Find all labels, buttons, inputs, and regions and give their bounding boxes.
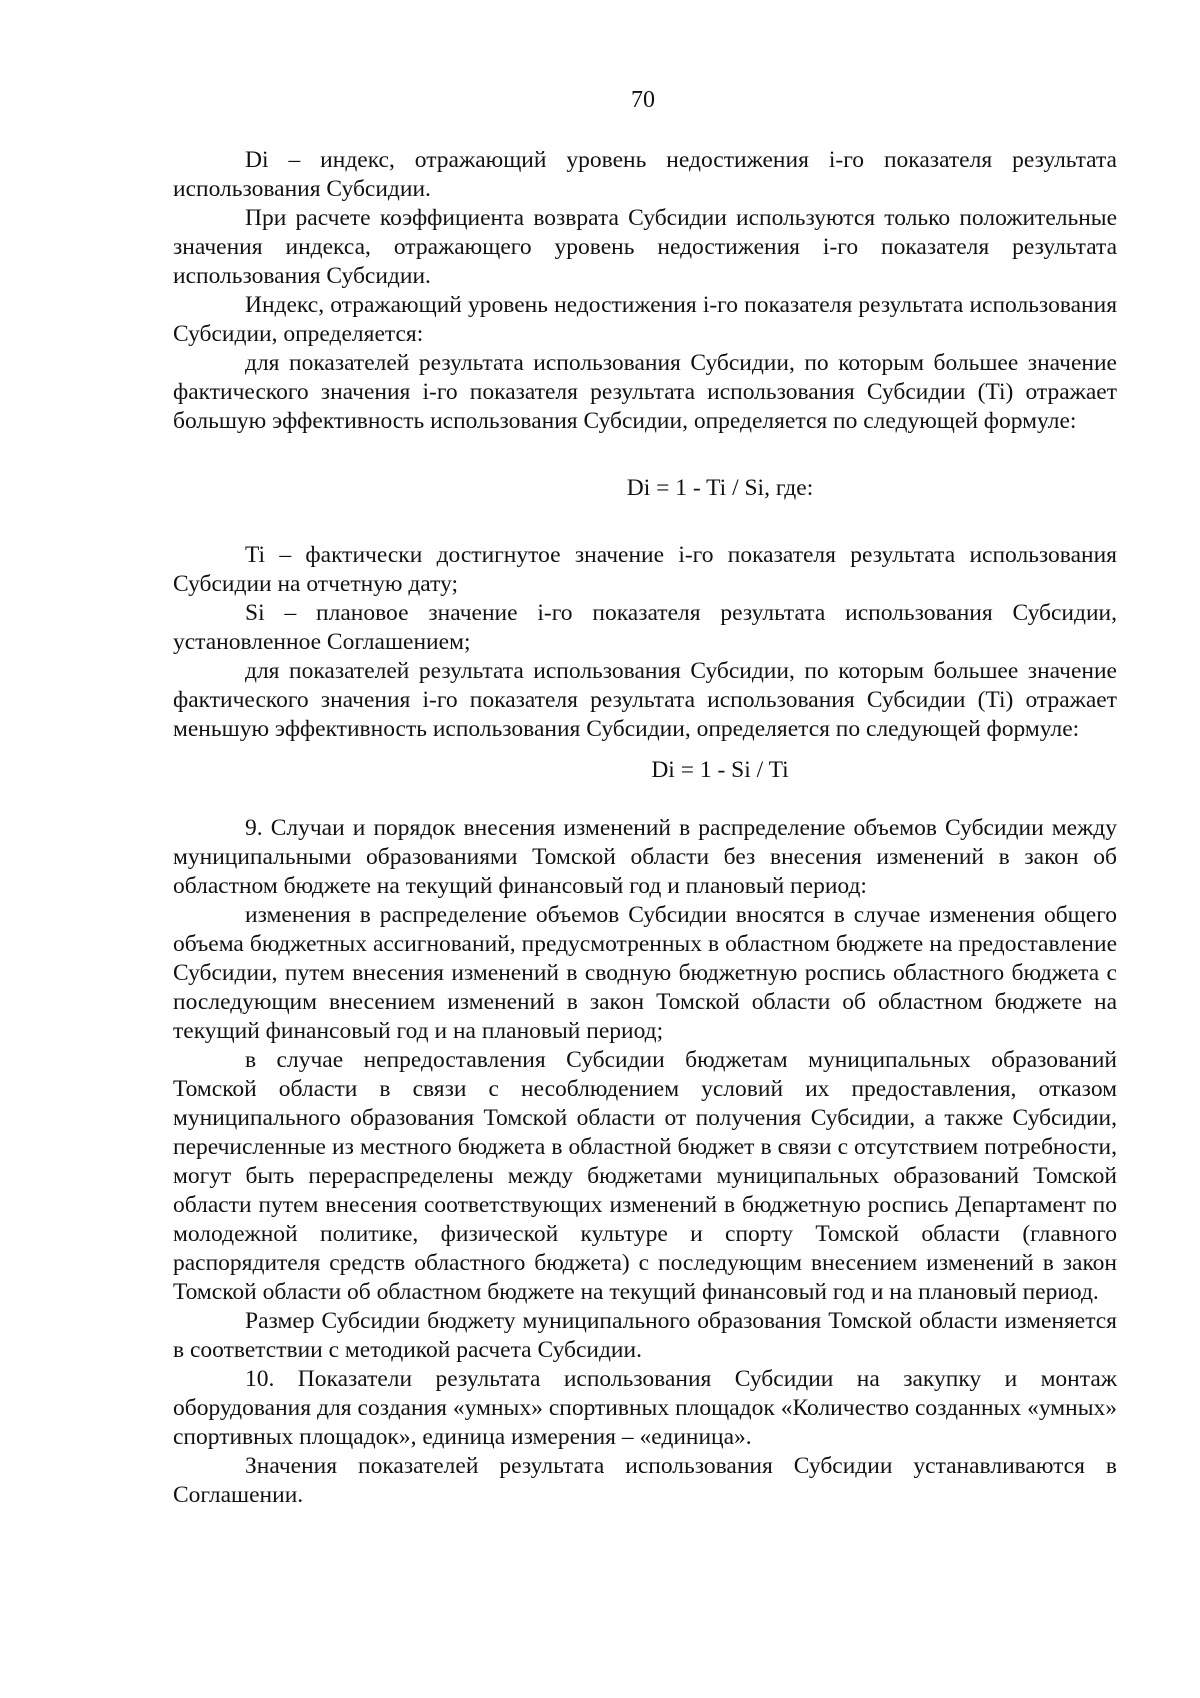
formula-greater-efficiency: Di = 1 - Ti / Si, где:: [626, 475, 814, 501]
paragraph-di-definition: Di – индекс, отражающий уровень недостижения i-го показателя результата использования Субсидии.: [173, 147, 1117, 202]
paragraph-si-definition: Si – плановое значение i-го показателя результата использования Субсидии, установленное Соглашением;: [173, 600, 1117, 655]
paragraph-greater-efficiency: для показателей результата использования Субсидии, по которым большее значение фактического значения i-го показателя результата использования Субсидии (Ti) отражает большую эффективность использования Субсидии, определяется по следующей формуле:: [173, 350, 1117, 434]
paragraph-index-determined: Индекс, отражающий уровень недостижения i-го показателя результата использования Субсидии, определяется:: [173, 292, 1117, 347]
paragraph-lesser-efficiency: для показателей результата использования Субсидии, по которым большее значение фактического значения i-го показателя результата использования Субсидии (Ti) отражает меньшую эффективность использования Субсидии, определяется по следующей формуле:: [173, 658, 1117, 742]
paragraph-indicator-values: Значения показателей результата использования Субсидии устанавливаются в Соглашении.: [173, 1453, 1117, 1508]
paragraph-redistribution: в случае непредоставления Субсидии бюджетам муниципальных образований Томской области в связи с несоблюдением условий их предоставления, отказом муниципального образования Томской области от получения Субсидии, а также Субсидии, перечисленные из местного бюджета в областной бюджет в связи с отсутствием потребности, могут быть перераспределены между бюджетами муниципальных образований Томской области путем внесения соответствующих изменений в бюджетную роспись Департамент по молодежной политике, физической культуре и спорту Томской области (главного распорядителя средств областного бюджета) с последующим внесением изменений в закон Томской области об областном бюджете на текущий финансовый год и на плановый период.: [173, 1047, 1117, 1305]
paragraph-changes-volume: изменения в распределение объемов Субсидии вносятся в случае изменения общего объема бюджетных ассигнований, предусмотренных в областном бюджете на предоставление Субсидии, путем внесения изменений в сводную бюджетную роспись областного бюджета с последующим внесением изменений в закон Томской области об областном бюджете на текущий финансовый год и на плановый период;: [173, 902, 1117, 1044]
paragraph-section-10: 10. Показатели результата использования Субсидии на закупку и монтаж оборудования для создания «умных» спортивных площадок «Количество созданных «умных» спортивных площадок», единица измерения – «единица».: [173, 1366, 1117, 1450]
paragraph-positive-values: При расчете коэффициента возврата Субсидии используются только положительные значения индекса, отражающего уровень недостижения i-го показателя результата использования Субсидии.: [173, 205, 1117, 289]
document-body: [173, 146, 1117, 1510]
paragraph-subsidy-size: Размер Субсидии бюджету муниципального образования Томской области изменяется в соответствии с методикой расчета Субсидии.: [173, 1308, 1117, 1363]
page-number: 70: [631, 87, 655, 113]
formula-lesser-efficiency: Di = 1 - Si / Ti: [651, 757, 789, 783]
paragraph-section-9: 9. Случаи и порядок внесения изменений в распределение объемов Субсидии между муниципальными образованиями Томской области без внесения изменений в закон об областном бюджете на текущий финансовый год и плановый период:: [173, 815, 1117, 899]
paragraph-ti-definition: Ti – фактически достигнутое значение i-го показателя результата использования Субсидии на отчетную дату;: [173, 542, 1117, 597]
